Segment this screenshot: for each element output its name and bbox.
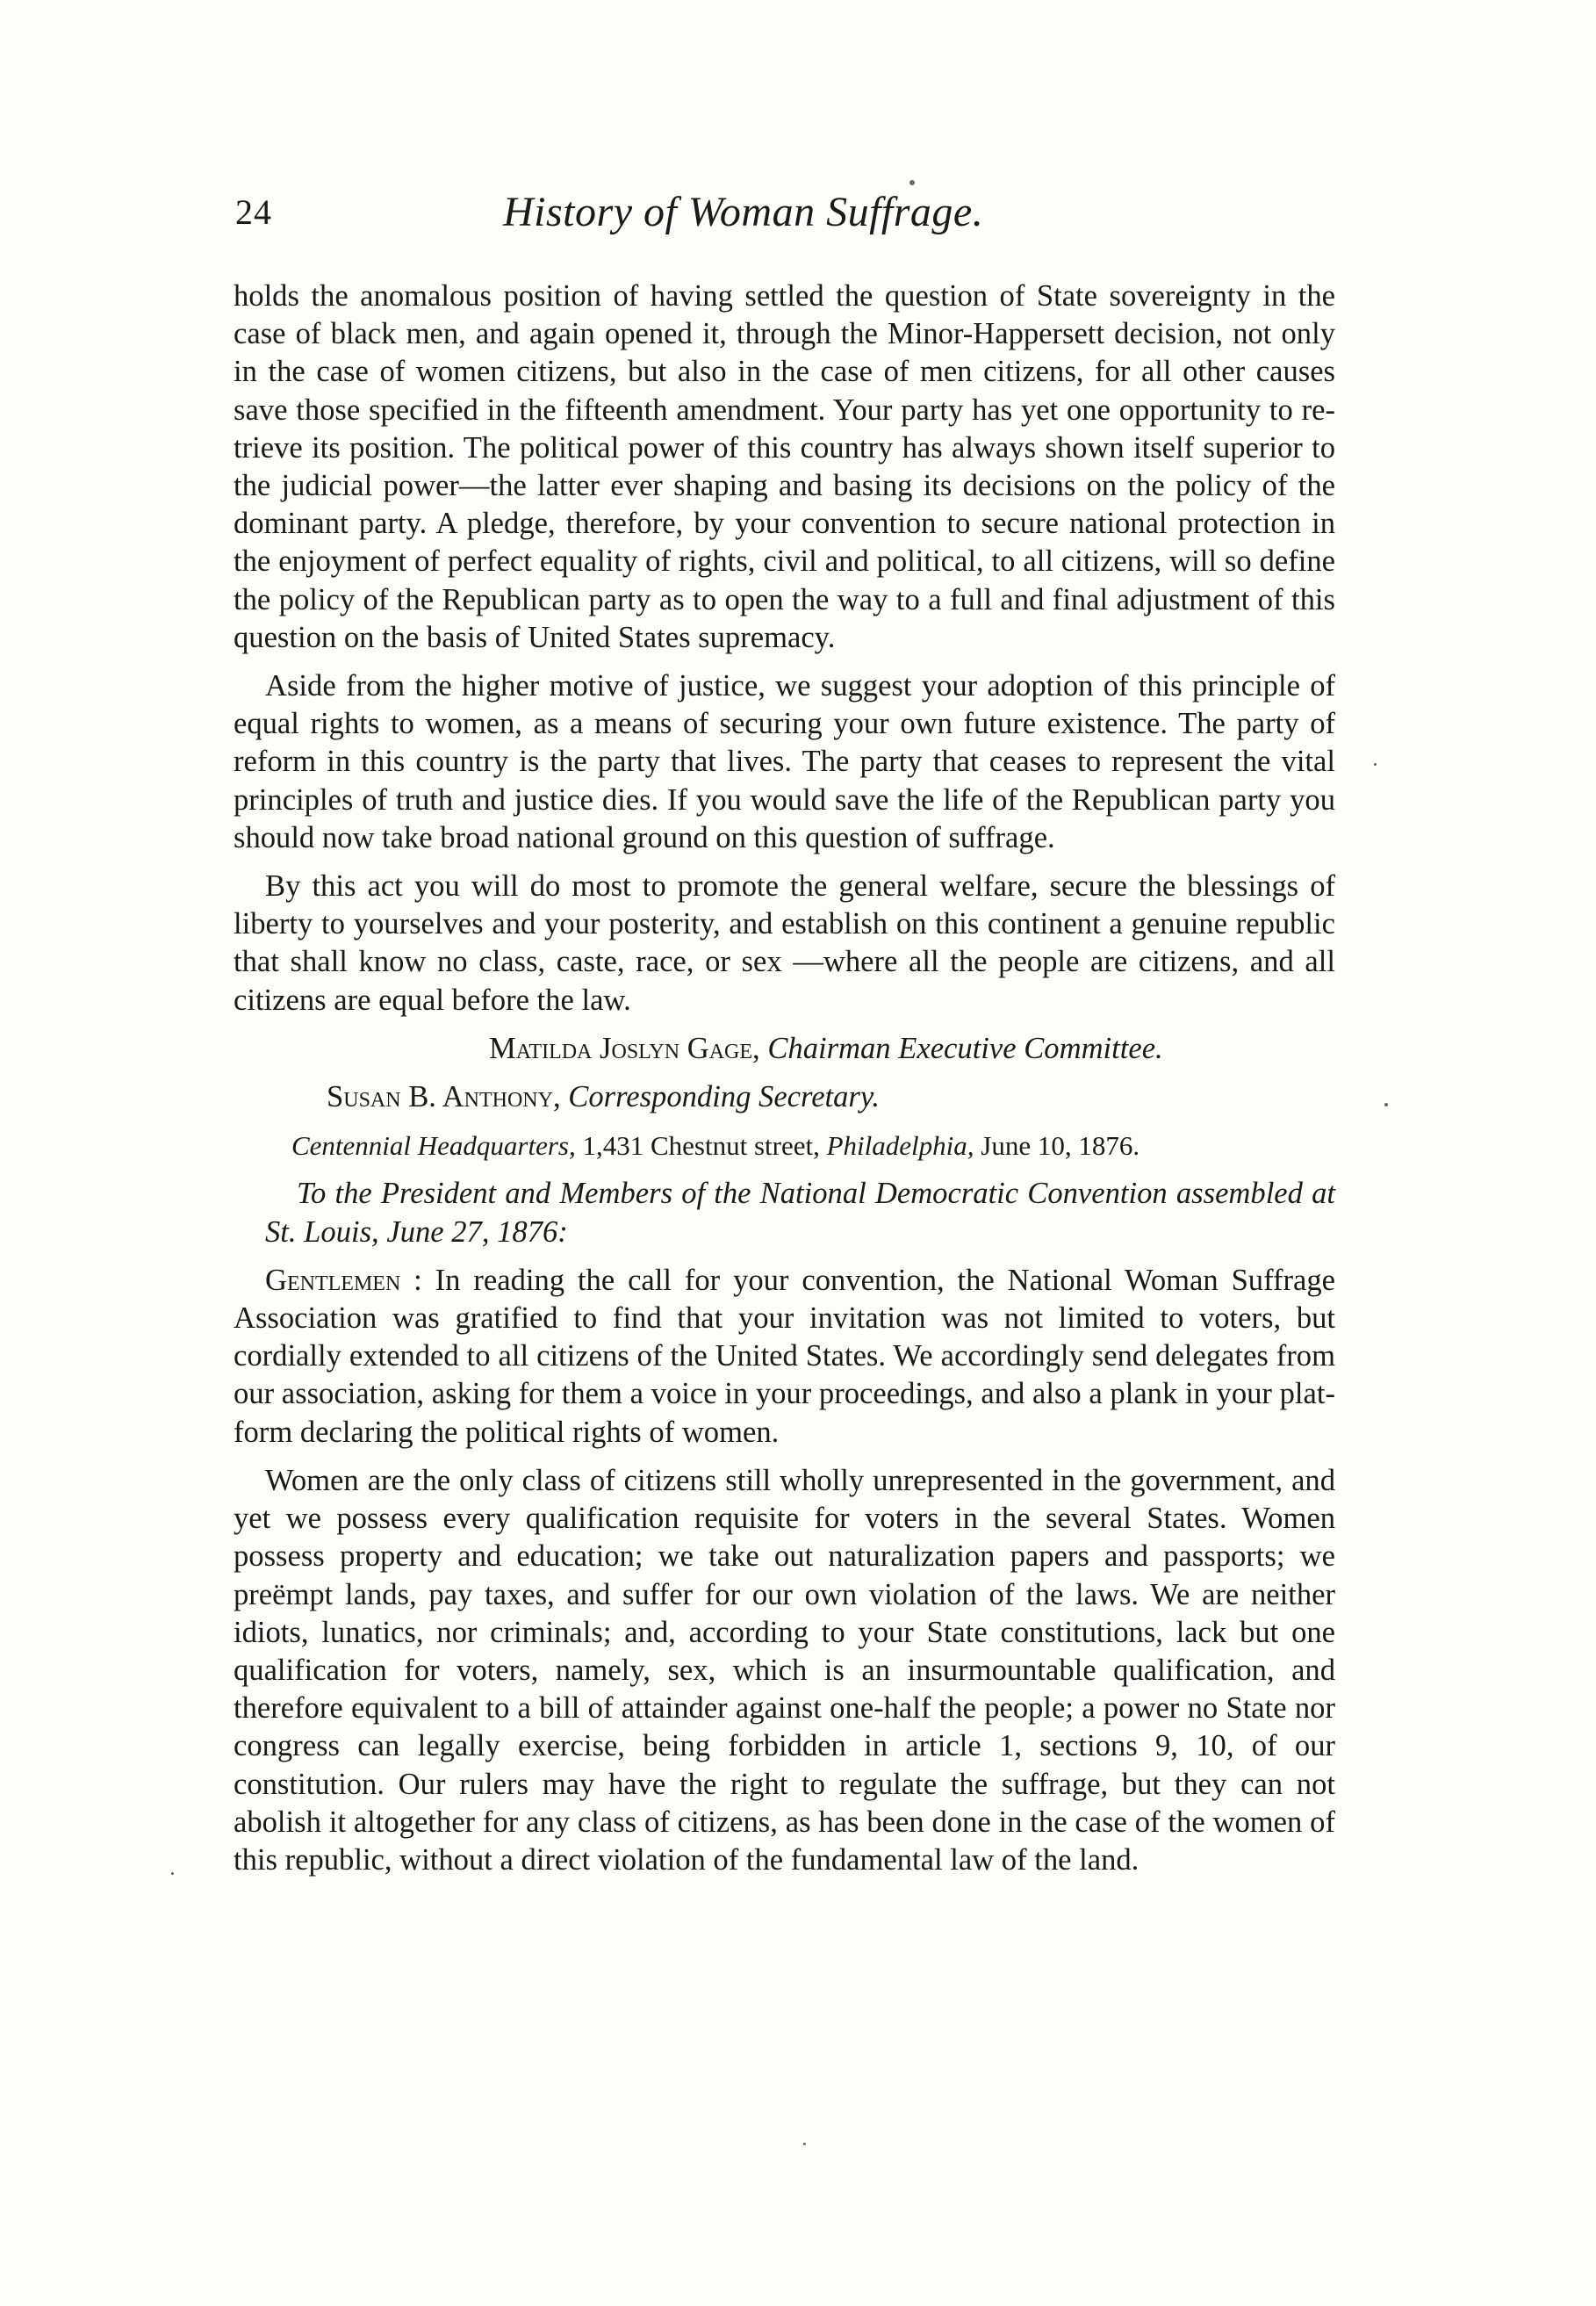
letter-address: To the President and Members of the National Democratic Convention assembled at St. Louis, June 27, 1876: — [265, 1177, 1335, 1249]
paragraph-5: Women are the only class of citizens still wholly unrepresented in the government, and yet we possess every qualification requisite for voters in the several States. Women possess property and education; we take out naturalization papers and passports; we preëmpt lands, pay taxes, and suffer for our own violation of the laws. We are neither idiots, lunatics, nor criminals; and, according to your State constitutions, lack but one qualification for voters, namely, sex, which is an insurmountable qualification, and therefore equivalent to a bill of attainder against one-half the people; a power no State nor congress can legally exercise, being forbidden in article 1, sections 9, 10, of our constitution. Our rulers may have the right to regulate the suffrage, but they can not abolish it altogether for any class of citizens, as has been done in the case of the women of this republic, without a direct violation of the fundamental law of the land. — [234, 1463, 1335, 1877]
dateline-date: June 10, 1876. — [981, 1130, 1140, 1162]
signature-anthony-name: Susan B. Anthony, — [327, 1080, 561, 1114]
salutation: Gentlemen : — [265, 1263, 422, 1297]
paragraph-4 — [234, 1262, 1335, 1452]
paper-speck — [803, 2143, 806, 2145]
signature-gage — [234, 1030, 1335, 1068]
paragraph-3: By this act you will do most to promote the general welfare, secure the blessings of liberty to yourselves and your posterity, and establish on this continent a genuine republic that shall know no class, caste, race, or sex —where all the people are citizens, and all citizens are equal before the law. — [234, 869, 1335, 1017]
signature-gage-name: Matilda Joslyn Gage, — [489, 1031, 760, 1065]
running-title: History of Woman Suffrage. — [503, 189, 984, 235]
body-text — [234, 277, 1335, 1890]
paragraph-1: holds the anomalous position of having settled the question of State sovereignty in the case of black men, and again opened it, through the Minor-Happersett decision, not only in the case of women citizens, but also in the case of men citizens, for all other causes save those specified in the fifteenth amendment. Your party has yet one opportunity to retrieve its position. The political power of this country has always shown itself superior to the judicial power—the latter ever shaping and basing its decisions on the policy of the dominant party. A pledge, therefore, by your convention to secure national protection in the enjoyment of perfect equality of rights, civil and political, to all citizens, will so define the policy of the Republican party as to open the way to a full and final adjustment of this question on the basis of United States supremacy. — [234, 279, 1335, 654]
paragraph-4-text: In reading the call for your convention, the National Woman Suffrage Association was gratified to find that your invitation was not limited to voters, but cordially extended to all citizens of the United States. We accordingly send delegates from our association, asking for them a voice in your proceedings, and also a plank in your platform declaring the political rights of women. — [234, 1263, 1335, 1449]
page-header — [235, 191, 1368, 253]
paper-speck — [1384, 1103, 1388, 1106]
paper-speck — [1374, 763, 1377, 766]
dateline-street: 1,431 Chestnut street, — [582, 1130, 820, 1162]
signature-anthony-title: Corresponding Secretary. — [568, 1080, 880, 1114]
page-number: 24 — [235, 192, 272, 232]
paper-speck — [171, 1872, 174, 1875]
dateline — [234, 1127, 1335, 1164]
signature-anthony — [234, 1078, 1335, 1116]
signature-gage-title: Chairman Executive Committee. — [767, 1031, 1163, 1065]
dateline-headquarters: Centennial Headquarters, — [291, 1130, 576, 1162]
paper-speck — [909, 180, 915, 185]
paragraph-2: Aside from the higher motive of justice, we suggest your adoption of this principle of equal rights to women, as a means of securing your own future existence. The party of reform in this country is the party that lives. The party that ceases to represent the vital principles of truth and justice dies. If you would save the life of the Republican party you should now take broad national ground on this question of suffrage. — [234, 669, 1335, 854]
dateline-city: Philadelphia, — [826, 1130, 974, 1162]
